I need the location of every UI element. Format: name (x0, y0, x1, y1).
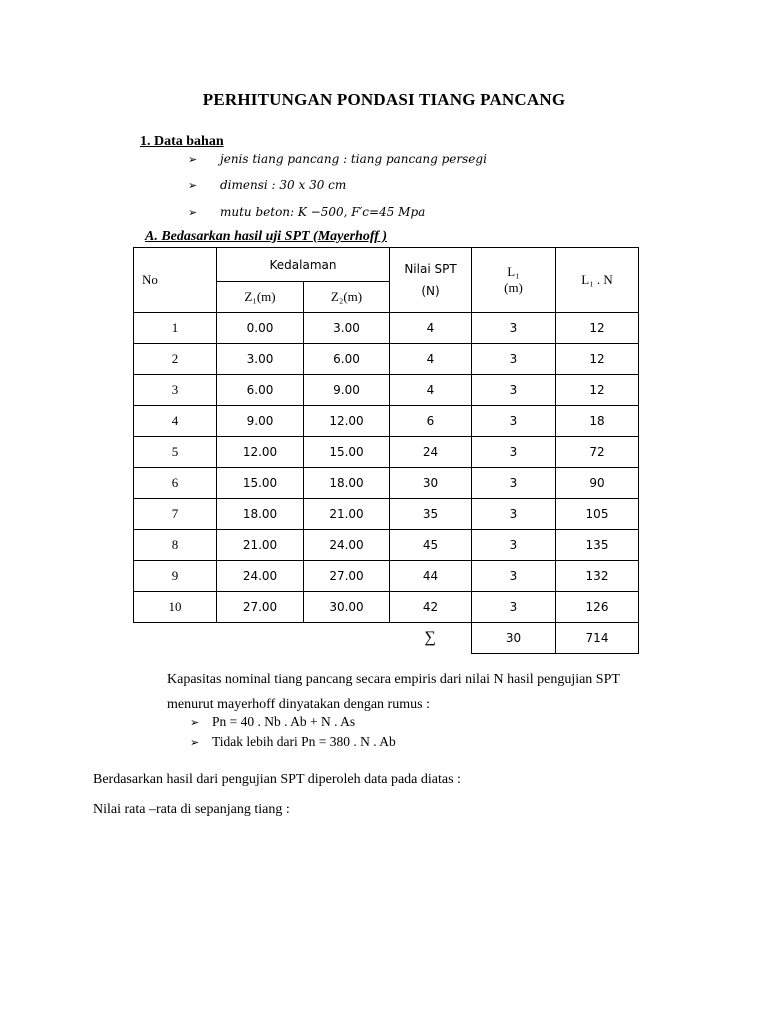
bullet-item (188, 205, 425, 219)
arrow-bullet-icon: ➢ (188, 179, 198, 192)
cell-l1n: 18 (556, 406, 639, 437)
cell-z1: 27.00 (217, 592, 304, 623)
arrow-bullet-icon: ➢ (190, 737, 200, 749)
cell-z1: 18.00 (217, 499, 304, 530)
header-kedalaman: Kedalaman (217, 248, 390, 282)
cell-z2: 18.00 (304, 468, 390, 499)
arrow-bullet-icon: ➢ (188, 206, 198, 219)
cell-l1: 3 (472, 530, 556, 561)
cell-l1n: 105 (556, 499, 639, 530)
cell-z2: 24.00 (304, 530, 390, 561)
table-sum-row (134, 623, 639, 654)
sum-l1: 30 (472, 623, 556, 654)
cell-z1: 24.00 (217, 561, 304, 592)
cell-l1: 3 (472, 406, 556, 437)
spt-table (133, 247, 639, 654)
table-row (134, 561, 639, 592)
header-l1-label: L₁ (507, 264, 520, 279)
cell-no: 10 (134, 592, 217, 623)
cell-l1: 3 (472, 499, 556, 530)
table-row (134, 530, 639, 561)
empty-cell (134, 623, 217, 654)
header-l1-unit: (m) (504, 280, 523, 295)
cell-z2: 21.00 (304, 499, 390, 530)
cell-z2: 27.00 (304, 561, 390, 592)
cell-no: 9 (134, 561, 217, 592)
table-row (134, 499, 639, 530)
cell-nilai-spt: 30 (390, 468, 472, 499)
table-row (134, 344, 639, 375)
cell-l1: 3 (472, 437, 556, 468)
arrow-bullet-icon: ➢ (190, 717, 200, 729)
cell-no: 4 (134, 406, 217, 437)
header-z1: Z₁(m) (217, 282, 304, 313)
paragraph-kapasitas-line1: Kapasitas nominal tiang pancang secara empiris dari nilai N hasil pengujian SPT (167, 672, 620, 687)
cell-nilai-spt: 44 (390, 561, 472, 592)
cell-no: 5 (134, 437, 217, 468)
cell-z2: 9.00 (304, 375, 390, 406)
header-l1n: L₁ . N (556, 248, 639, 313)
cell-nilai-spt: 24 (390, 437, 472, 468)
cell-no: 7 (134, 499, 217, 530)
cell-z2: 12.00 (304, 406, 390, 437)
cell-z1: 21.00 (217, 530, 304, 561)
table-row (134, 592, 639, 623)
cell-z2: 30.00 (304, 592, 390, 623)
header-nilai-spt-label: Nilai SPT (404, 262, 457, 276)
cell-z1: 15.00 (217, 468, 304, 499)
cell-l1: 3 (472, 313, 556, 344)
paragraph-berdasarkan: Berdasarkan hasil dari pengujian SPT diperoleh data pada diatas : (93, 772, 461, 787)
cell-no: 6 (134, 468, 217, 499)
bullet-item (188, 152, 487, 166)
table-row (134, 375, 639, 406)
table-row (134, 313, 639, 344)
cell-l1: 3 (472, 592, 556, 623)
bullet-text: mutu beton: K −500, F′c=45 Mpa (220, 205, 426, 219)
cell-l1n: 90 (556, 468, 639, 499)
cell-l1: 3 (472, 344, 556, 375)
cell-no: 3 (134, 375, 217, 406)
cell-nilai-spt: 4 (390, 375, 472, 406)
cell-z2: 3.00 (304, 313, 390, 344)
cell-nilai-spt: 6 (390, 406, 472, 437)
cell-nilai-spt: 4 (390, 344, 472, 375)
cell-no: 8 (134, 530, 217, 561)
cell-z1: 3.00 (217, 344, 304, 375)
table-row (134, 437, 639, 468)
cell-l1n: 12 (556, 375, 639, 406)
section-heading: 1. Data bahan (140, 134, 224, 149)
cell-nilai-spt: 35 (390, 499, 472, 530)
cell-z2: 15.00 (304, 437, 390, 468)
header-z2: Z₂(m) (304, 282, 390, 313)
empty-cell (217, 623, 304, 654)
cell-l1n: 72 (556, 437, 639, 468)
header-no: No (134, 248, 217, 313)
cell-nilai-spt: 4 (390, 313, 472, 344)
table-row (134, 406, 639, 437)
cell-nilai-spt: 45 (390, 530, 472, 561)
sum-l1n: 714 (556, 623, 639, 654)
cell-l1n: 12 (556, 313, 639, 344)
paragraph-kapasitas-line2: menurut mayerhoff dinyatakan dengan rumus : (167, 697, 430, 712)
formula-text: Tidak lebih dari Pn = 380 . N . Ab (212, 734, 396, 749)
cell-z1: 12.00 (217, 437, 304, 468)
header-nilai-spt (390, 248, 472, 313)
cell-l1n: 135 (556, 530, 639, 561)
arrow-bullet-icon: ➢ (188, 153, 198, 166)
sum-symbol: ∑ (424, 629, 436, 647)
page-title: PERHITUNGAN PONDASI TIANG PANCANG (202, 90, 566, 109)
table-row (134, 468, 639, 499)
cell-l1: 3 (472, 375, 556, 406)
cell-nilai-spt: 42 (390, 592, 472, 623)
cell-z1: 0.00 (217, 313, 304, 344)
cell-l1: 3 (472, 468, 556, 499)
empty-cell (304, 623, 390, 654)
bullet-text: jenis tiang pancang : tiang pancang persegi (220, 152, 487, 166)
formula-item (190, 714, 355, 730)
cell-no: 1 (134, 313, 217, 344)
paragraph-nilai-rata: Nilai rata –rata di sepanjang tiang : (93, 802, 290, 817)
cell-no: 2 (134, 344, 217, 375)
cell-z1: 9.00 (217, 406, 304, 437)
formula-item (190, 734, 396, 750)
header-l1 (472, 248, 556, 313)
bullet-text: dimensi : 30 x 30 cm (220, 178, 347, 192)
cell-l1n: 126 (556, 592, 639, 623)
subsection-heading: A. Bedasarkan hasil uji SPT (Mayerhoff ) (145, 229, 388, 244)
cell-z1: 6.00 (217, 375, 304, 406)
cell-z2: 6.00 (304, 344, 390, 375)
bullet-item (188, 178, 346, 192)
formula-text: Pn = 40 . Nb . Ab + N . As (212, 714, 356, 729)
cell-l1: 3 (472, 561, 556, 592)
cell-l1n: 12 (556, 344, 639, 375)
header-nilai-spt-unit: (N) (421, 284, 440, 298)
cell-l1n: 132 (556, 561, 639, 592)
